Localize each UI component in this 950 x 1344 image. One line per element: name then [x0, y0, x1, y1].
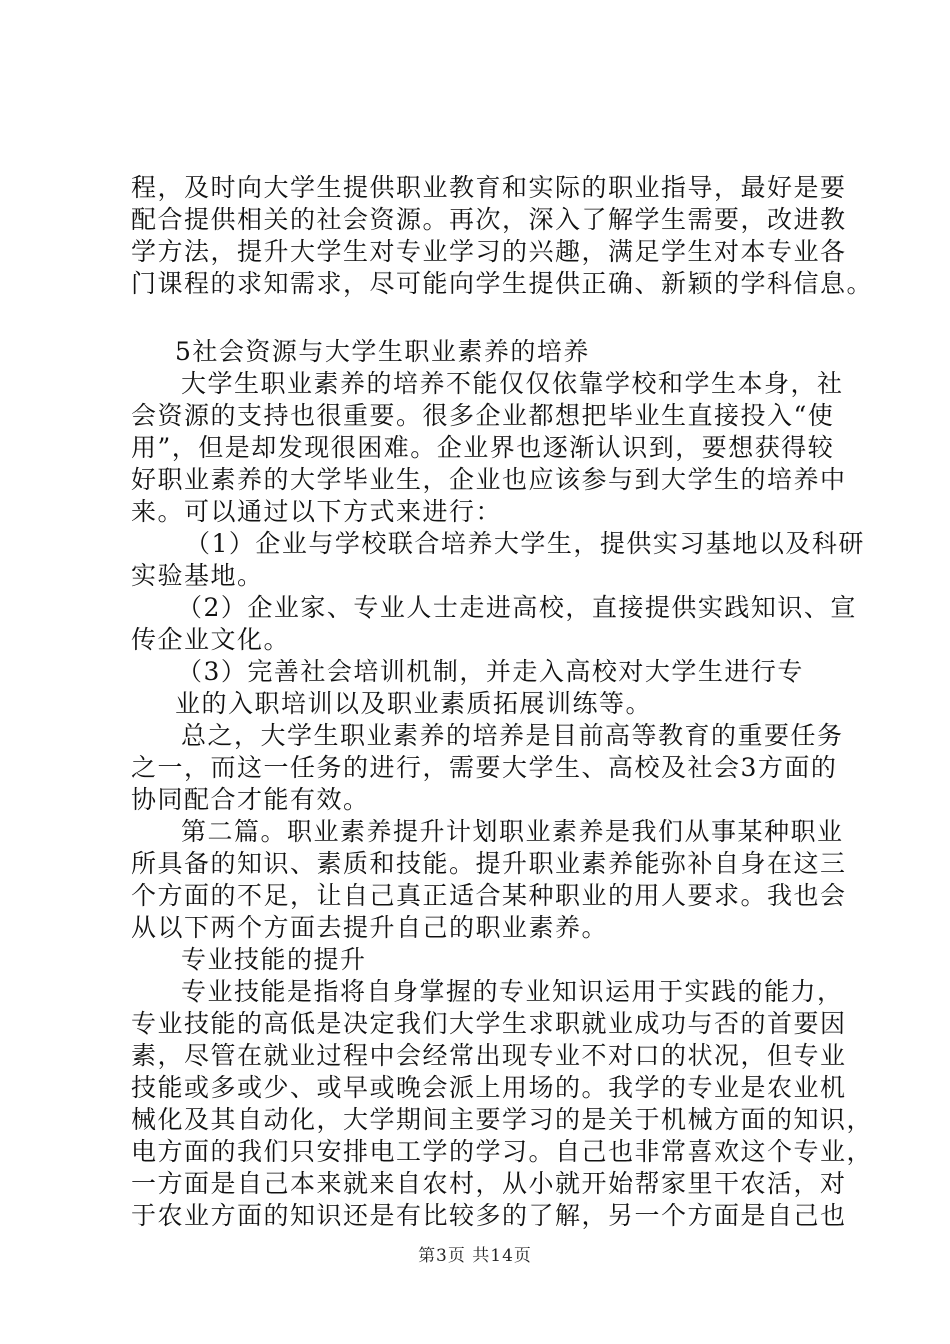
text-line: 传企业文化。 [131, 625, 291, 654]
text-line: 电方面的我们只安排电工学的学习。自己也非常喜欢这个专业， [131, 1137, 874, 1166]
page-number-footer: 第3页 共14页 [418, 1246, 532, 1266]
text-line: 配合提供相关的社会资源。再次，深入了解学生需要，改进教 [131, 205, 847, 234]
text-line: 实验基地。 [131, 561, 264, 590]
paragraph-second-article [131, 816, 847, 944]
text-line: 会资源的支持也很重要。很多企业都想把毕业生直接投入“使 [131, 401, 835, 430]
paragraph-summary [131, 720, 844, 816]
text-line: 从以下两个方面去提升自己的职业素养。 [131, 913, 609, 942]
text-line: 个方面的不足，让自己真正适合某种职业的用人要求。我也会 [131, 881, 847, 910]
list-item-2 [131, 592, 857, 656]
text-line: 专业技能是指将自身掌握的专业知识运用于实践的能力， [181, 977, 844, 1006]
text-line: 大学生职业素养的培养不能仅仅依靠学校和学生本身，社 [181, 369, 844, 398]
text-line: 所具备的知识、素质和技能。提升职业素养能弥补自身在这三 [131, 849, 847, 878]
text-line: 业的入职培训以及职业素质拓展训练等。 [175, 689, 653, 718]
text-line: 协同配合才能有效。 [131, 785, 370, 814]
paragraph-gap [131, 300, 831, 336]
list-item-3 [131, 656, 831, 720]
text-line: 素，尽管在就业过程中会经常出现专业不对口的状况，但专业 [131, 1041, 847, 1070]
text-line: 总之，大学生职业素养的培养是目前高等教育的重要任务 [181, 721, 844, 750]
paragraph-professional-skills [131, 976, 874, 1232]
text-line: 第二篇。职业素养提升计划职业素养是我们从事某种职业 [181, 817, 844, 846]
paragraph-social-resources [131, 368, 847, 528]
text-line: 程，及时向大学生提供职业教育和实际的职业指导，最好是要 [131, 173, 847, 202]
section-heading: 5社会资源与大学生职业素养的培养 [175, 337, 590, 366]
text-line: 用”，但是却发现很困难。企业界也逐渐认识到，要想获得较 [131, 433, 835, 462]
text-line: 技能或多或少、或早或晚会派上用场的。我学的专业是农业机 [131, 1073, 847, 1102]
text-line: 专业技能的高低是决定我们大学生求职就业成功与否的首要因 [131, 1009, 847, 1038]
text-line: 来。可以通过以下方式来进行： [131, 497, 503, 526]
text-line: 于农业方面的知识还是有比较多的了解，另一个方面是自己也 [131, 1201, 847, 1230]
text-line: （3）完善社会培训机制，并走入高校对大学生进行专 [177, 657, 804, 686]
text-line: 一方面是自己本来就来自农村，从小就开始帮家里干农活，对 [131, 1169, 847, 1198]
text-line: 门课程的求知需求，尽可能向学生提供正确、新颖的学科信息。 [131, 269, 874, 298]
paragraph-continuation [131, 172, 874, 300]
text-line: （1）企业与学校联合培养大学生，提供实习基地以及科研 [185, 529, 865, 558]
text-line: 械化及其自动化，大学期间主要学习的是关于机械方面的知识， [131, 1105, 874, 1134]
text-line: 之一，而这一任务的进行，需要大学生、高校及社会3方面的 [131, 753, 838, 782]
document-body [131, 172, 874, 1232]
text-line: 好职业素养的大学毕业生，企业也应该参与到大学生的培养中 [131, 465, 847, 494]
text-line: 学方法，提升大学生对专业学习的兴趣，满足学生对本专业各 [131, 237, 847, 266]
list-item-1 [131, 528, 865, 592]
text-line: （2）企业家、专业人士走进高校，直接提供实践知识、宣 [177, 593, 857, 622]
subheading: 专业技能的提升 [181, 945, 367, 974]
